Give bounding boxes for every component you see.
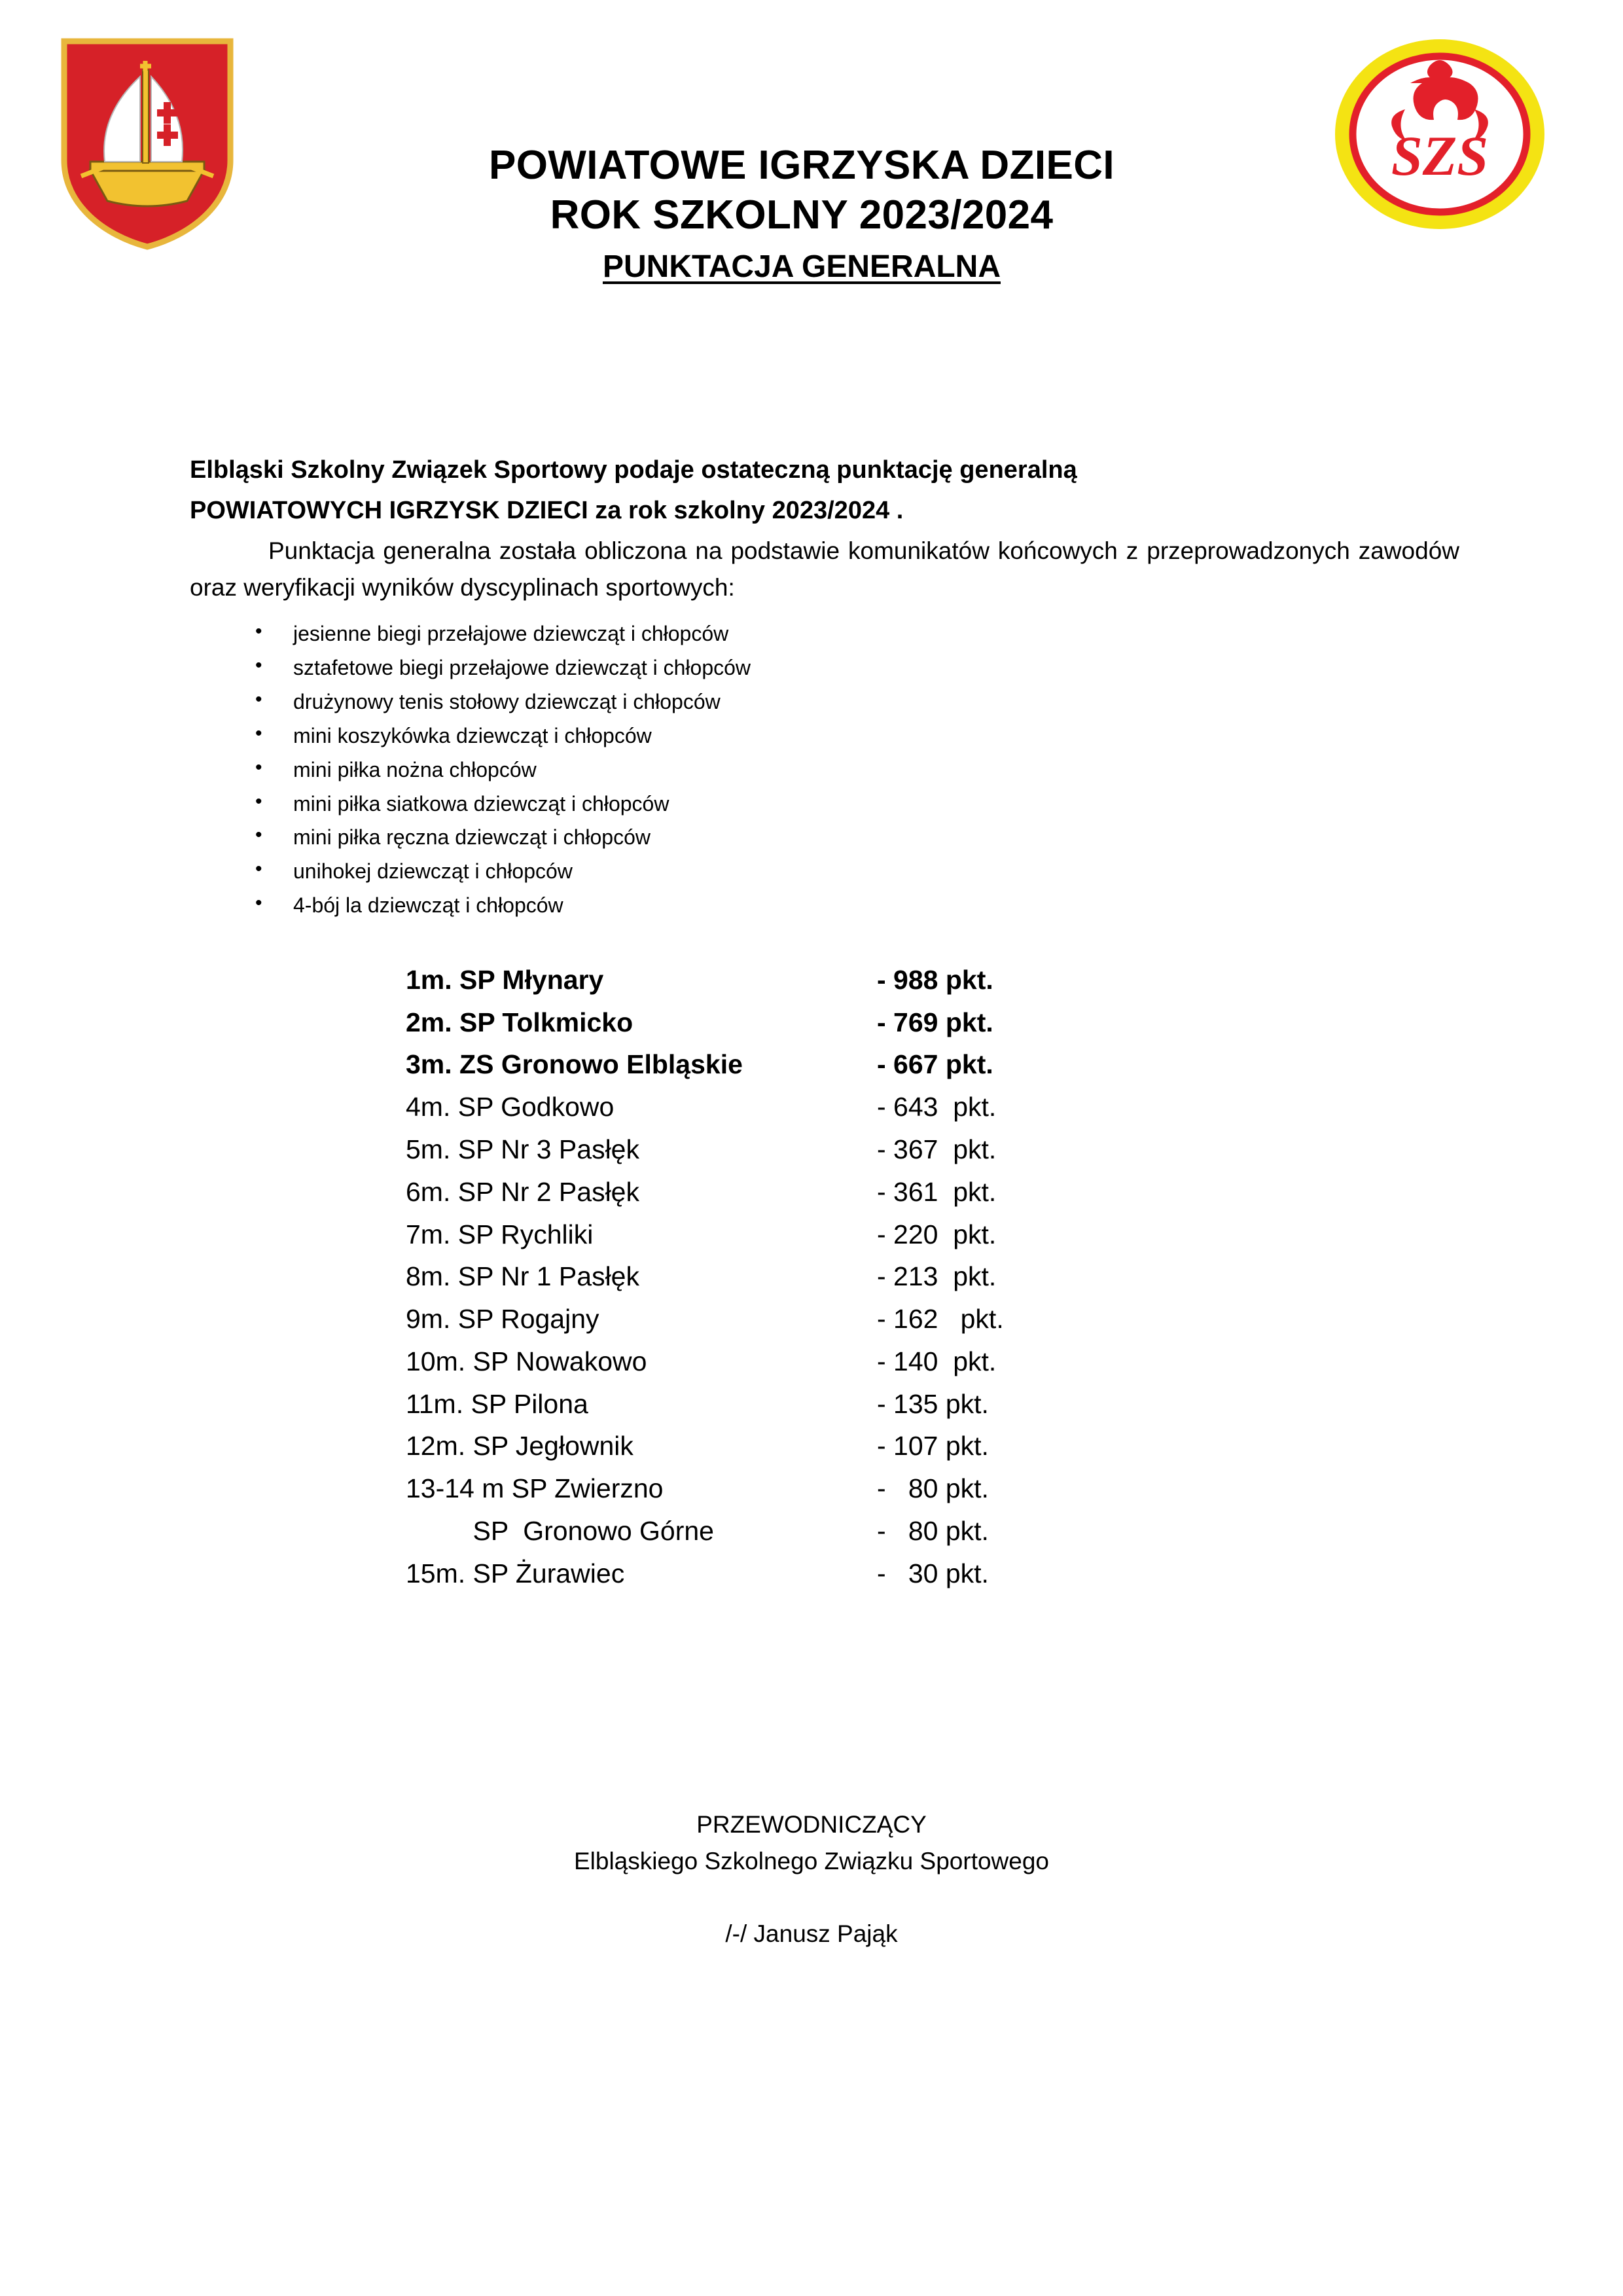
result-school: 15m. SP Żurawiec [406,1558,625,1588]
result-points: - 361 pkt. [877,1176,997,1207]
result-school: 1m. SP Młynary [406,964,604,995]
title-line-2: ROK SZKOLNY 2023/2024 [550,192,1054,238]
result-points: - 667 pkt. [877,1049,993,1080]
intro-bold-line-2: POWIATOWYCH IGRZYSK DZIECI za rok szkolny 2023/2024 . [190,497,904,525]
result-points: - 213 pkt. [877,1261,997,1292]
result-school: 6m. SP Nr 2 Pasłęk [406,1176,639,1207]
table-row [406,1086,1060,1128]
table-row [406,1001,1060,1044]
result-points: - 769 pkt. [877,1007,993,1037]
document-title [262,141,1342,285]
table-row [406,1128,1060,1171]
table-row [406,959,1060,1001]
table-row [406,1171,1060,1213]
result-points: - 135 pkt. [877,1388,989,1419]
table-row [406,1383,1060,1426]
list-item: • mini koszykówka dziewcząt i chłopców [190,719,1459,753]
result-school: 7m. SP Rychliki [406,1219,594,1249]
result-points: - 162 pkt. [877,1304,1004,1335]
results-table [406,959,1060,1594]
result-school: 12m. SP Jegłownik [406,1431,633,1462]
result-school: 2m. SP Tolkmicko [406,1007,633,1037]
list-item: • unihokej dziewcząt i chłopców [190,855,1459,889]
result-points: - 140 pkt. [877,1346,997,1376]
signature-organization: Elbląskiego Szkolnego Związku Sportowego [573,1848,1050,1875]
intro-bold-line-1: Elbląski Szkolny Związek Sportowy podaje ostateczną punktację generalną [190,456,1077,484]
result-school: 13-14 m SP Zwierzno [406,1473,664,1504]
result-points: - 643 pkt. [877,1092,997,1122]
intro-paragraph-text: Punktacja generalna została obliczona na podstawie komunikatów końcowych z przeprowadzonych zawodów oraz weryfikacji wyników dyscyplinach sportowych: [190,537,1459,601]
szs-logo-icon [1332,36,1548,232]
table-row [406,1340,1060,1383]
title-line-1: POWIATOWE IGRZYSKA DZIECI [488,143,1115,188]
table-row [406,1298,1060,1340]
intro-paragraph [190,533,1459,605]
signature-title: PRZEWODNICZĄCY [696,1811,927,1838]
result-points: - 367 pkt. [877,1134,997,1164]
signature-name: /-/ Janusz Pająk [725,1920,898,1948]
result-points: - 30 pkt. [877,1558,989,1588]
result-points: - 107 pkt. [877,1431,989,1462]
result-school: 8m. SP Nr 1 Pasłęk [406,1261,639,1292]
list-item: • mini piłka ręczna dziewcząt i chłopców [190,821,1459,855]
result-points: - 80 pkt. [877,1515,989,1546]
list-item: • mini piłka siatkowa dziewcząt i chłopców [190,787,1459,821]
document-body [190,452,1459,1594]
result-school: 5m. SP Nr 3 Pasłęk [406,1134,639,1164]
result-points: - 80 pkt. [877,1473,989,1504]
list-item: • sztafetowe biegi przełajowe dziewcząt i chłopców [190,651,1459,685]
signature-block [0,1806,1623,1948]
disciplines-list [190,617,1459,922]
list-item: • mini piłka nożna chłopców [190,753,1459,787]
table-row [406,1552,1060,1595]
list-item: • 4-bój la dziewcząt i chłopców [190,889,1459,923]
table-row [406,1425,1060,1467]
title-line-3: PUNKTACJA GENERALNA [602,249,1001,285]
table-row [406,1255,1060,1298]
result-school: 11m. SP Pilona [406,1388,588,1419]
coat-of-arms-icon [59,36,236,252]
document-header [0,0,1623,285]
result-school: 3m. ZS Gronowo Elbląskie [406,1049,743,1080]
table-row [406,1467,1060,1510]
result-points: - 988 pkt. [877,964,993,995]
result-school: 9m. SP Rogajny [406,1304,599,1335]
list-item: • drużynowy tenis stołowy dziewcząt i chłopców [190,685,1459,719]
result-school: SP Gronowo Górne [406,1515,714,1546]
table-row [406,1043,1060,1086]
result-school: 10m. SP Nowakowo [406,1346,647,1376]
table-row [406,1213,1060,1256]
table-row [406,1510,1060,1552]
list-item: • jesienne biegi przełajowe dziewcząt i chłopców [190,617,1459,651]
result-points: - 220 pkt. [877,1219,997,1249]
result-school: 4m. SP Godkowo [406,1092,615,1122]
szs-logo-text: SZS [1391,124,1489,187]
